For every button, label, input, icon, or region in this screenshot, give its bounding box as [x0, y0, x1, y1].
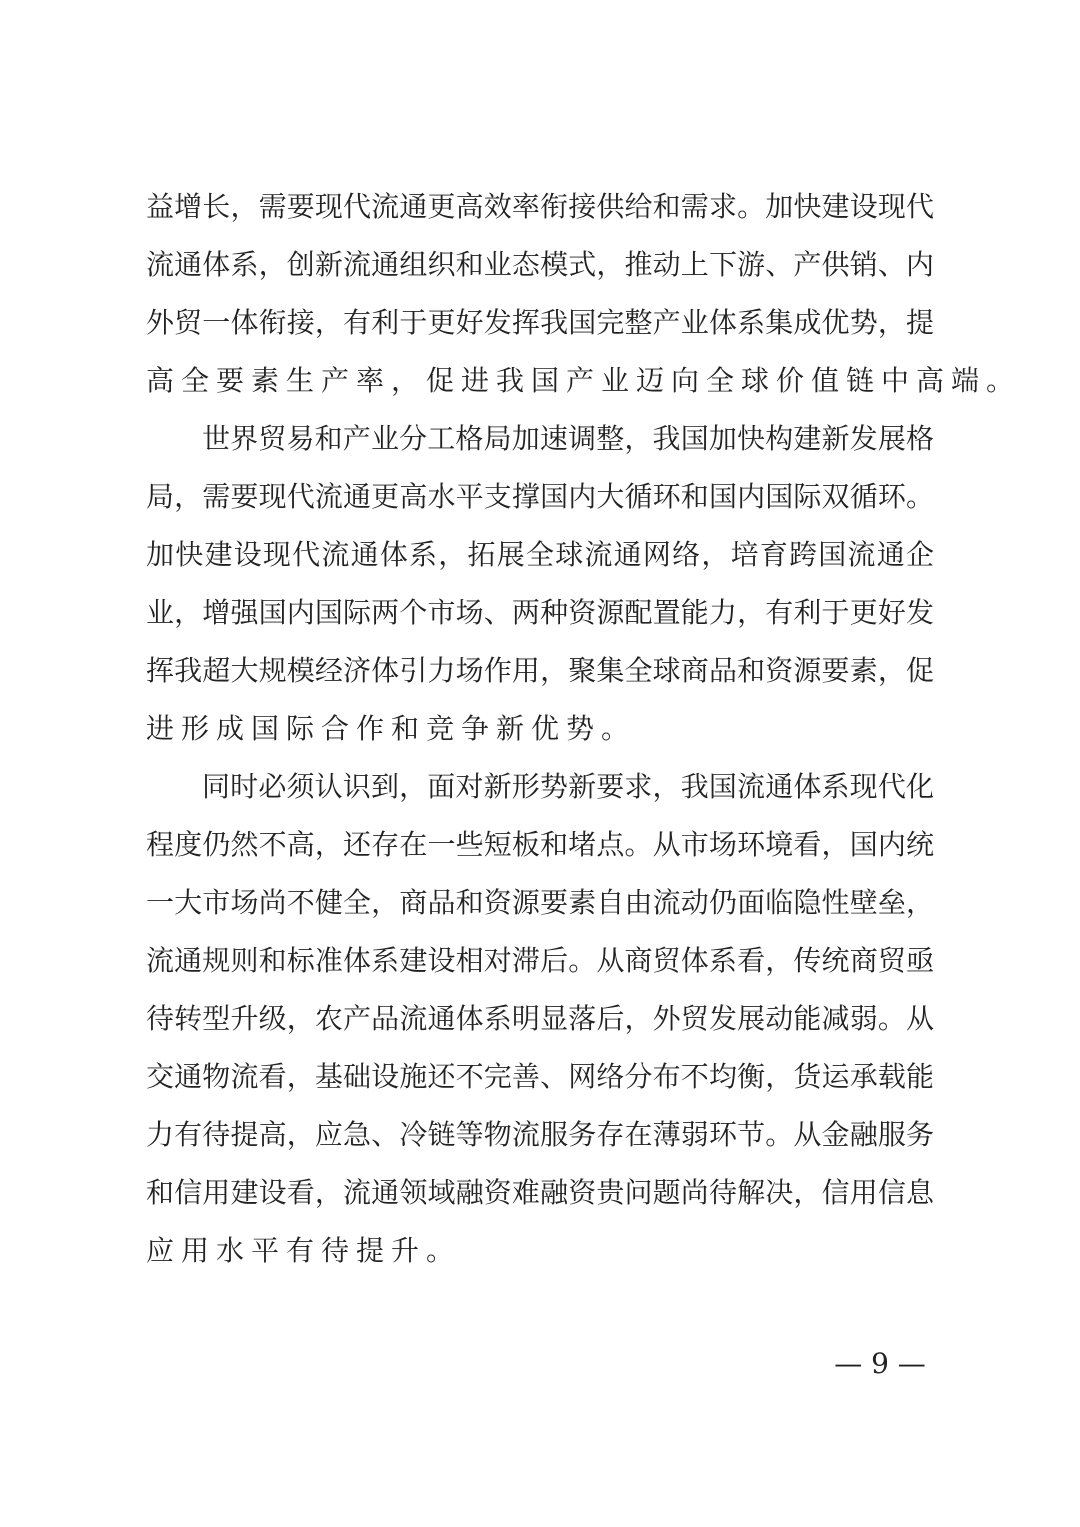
text-line: 进形成国际合作和竞争新优势。: [146, 712, 637, 745]
text-line: 一大市场尚不健全，商品和资源要素自由流动仍面临隐性壁垒，: [146, 886, 934, 919]
text-line: 业，增强国内国际两个市场、两种资源配置能力，有利于更好发: [146, 596, 934, 629]
text-line: 益增长，需要现代流通更高效率衔接供给和需求。加快建设现代: [146, 190, 934, 223]
text-line: 和信用建设看，流通领域融资难融资贵问题尚待解决，信用信息: [146, 1176, 934, 1209]
text-line: 流通规则和标准体系建设相对滞后。从商贸体系看，传统商贸亟: [146, 944, 934, 977]
text-line: 力有待提高，应急、冷链等物流服务存在薄弱环节。从金融服务: [146, 1118, 934, 1151]
page-number: — 9 —: [834, 1347, 926, 1380]
text-line: 高全要素生产率，促进我国产业迈向全球价值链中高端。: [146, 364, 1022, 397]
text-line: 流通体系，创新流通组织和业态模式，推动上下游、产供销、内: [146, 248, 934, 281]
text-line: 世界贸易和产业分工格局加速调整，我国加快构建新发展格: [202, 422, 934, 455]
text-line: 待转型升级，农产品流通体系明显落后，外贸发展动能减弱。从: [146, 1002, 934, 1035]
paragraph: [146, 410, 934, 758]
text-line: 加快建设现代流通体系，拓展全球流通网络，培育跨国流通企: [146, 538, 934, 571]
text-line: 程度仍然不高，还存在一些短板和堵点。从市场环境看，国内统: [146, 828, 934, 861]
text-line: 外贸一体衔接，有利于更好发挥我国完整产业体系集成优势，提: [146, 306, 934, 339]
paragraph: [146, 178, 1022, 410]
text-line: 交通物流看，基础设施还不完善、网络分布不均衡，货运承载能: [146, 1060, 934, 1093]
document-body: [146, 178, 1022, 1280]
text-line: 局，需要现代流通更高水平支撑国内大循环和国内国际双循环。: [146, 480, 934, 513]
text-line: 挥我超大规模经济体引力场作用，聚集全球商品和资源要素，促: [146, 654, 934, 687]
paragraph: [146, 758, 934, 1280]
text-line: 应用水平有待提升。: [146, 1234, 462, 1267]
text-line: 同时必须认识到，面对新形势新要求，我国流通体系现代化: [202, 770, 934, 803]
